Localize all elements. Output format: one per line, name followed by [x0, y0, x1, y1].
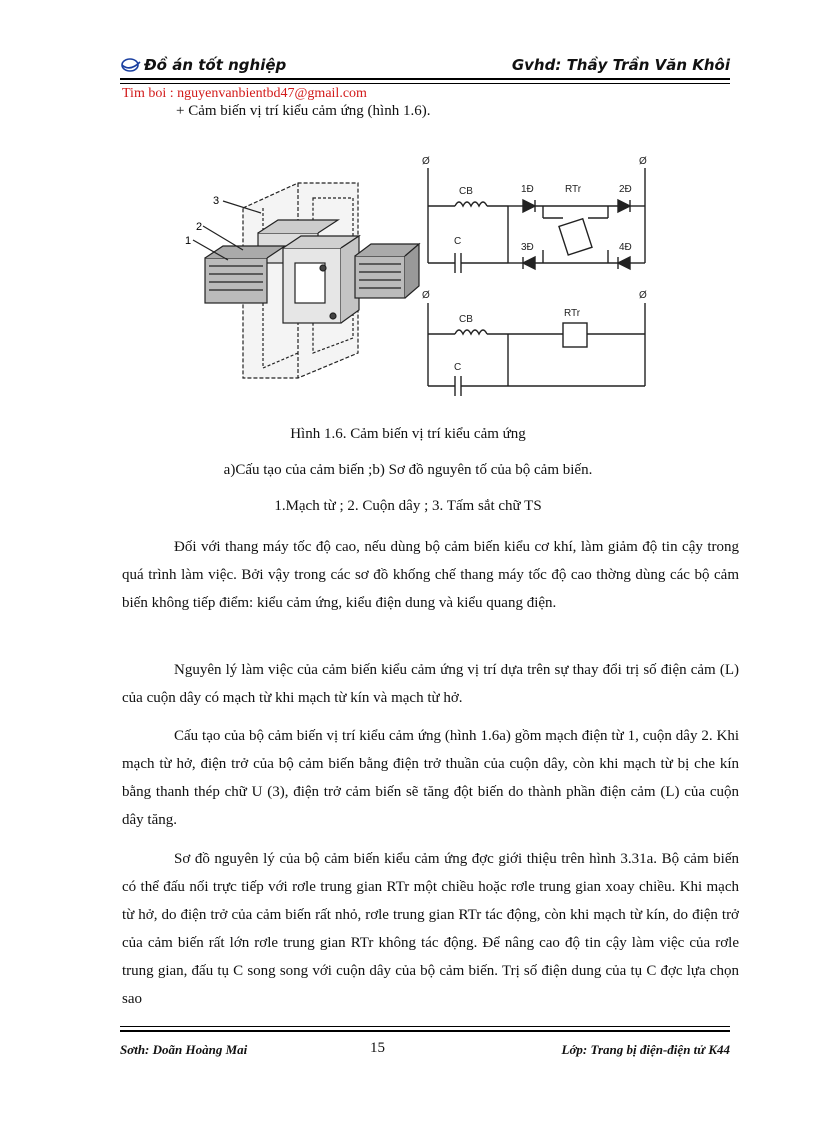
sensor-drawing [193, 183, 419, 378]
page-header [120, 52, 730, 78]
paragraph-2: Nguyên lý làm việc của cảm biến kiểu cảm ứng vị trí dựa trên sự thay đổi trị số điện cảm (L) của cuộn dây có mạch từ khi mạch từ kín và mạch từ hở. [122, 662, 739, 706]
footer-rule [120, 1030, 730, 1032]
header-left [120, 56, 286, 74]
label-2d: 2Đ [619, 184, 632, 195]
page-number: 15 [370, 1040, 385, 1056]
page-footer [120, 1040, 730, 1060]
part-label-2: 2 [196, 221, 203, 233]
label-1d: 1Đ [521, 184, 534, 195]
term-bl: Ø [422, 290, 430, 301]
label-cb: CB [459, 186, 473, 197]
header-rule-thin [120, 83, 730, 84]
figure-1-6 [183, 138, 661, 410]
paragraph-1: Đối với thang máy tốc độ cao, nếu dùng bộ cảm biến kiểu cơ khí, làm giảm độ tin cậy trong quá trình làm việc. Bởi vậy trong các sơ đồ khống chế thang máy tốc độ cao thờng dùng các bộ cảm biến không tiếp điểm: kiểu cảm ứng, kiểu điện dung và kiểu quang điện. [122, 539, 739, 611]
logo-icon [120, 56, 142, 74]
figure-caption: Hình 1.6. Cảm biến vị trí kiểu cảm ứng [290, 426, 526, 442]
part-label-1: 1 [185, 235, 192, 247]
header-advisor: Gvhd: Thầy Trần Văn Khôi [511, 56, 730, 74]
header-title: Đồ án tốt nghiệp [144, 56, 287, 74]
label-rtr: RTr [565, 184, 582, 195]
label-rtr-2: RTr [564, 308, 581, 319]
footer-rule-thin [120, 1026, 730, 1027]
figure-subcaption: a)Cấu tạo của cảm biến ;b) Sơ đồ nguyên tố của bộ cảm biến. [223, 462, 593, 478]
email-line: Tim boi : nguyenvanbientbd47@gmail.com [122, 86, 367, 101]
label-cb-2: CB [459, 314, 473, 325]
term-tl: Ø [422, 156, 430, 167]
term-br: Ø [639, 290, 647, 301]
paragraph-4: Sơ đồ nguyên lý của bộ cảm biến kiểu cảm ứng đợc giới thiệu trên hình 3.31a. Bộ cảm biến có thể đấu nối trực tiếp với rơle trung gian RTr một chiều hoặc rơle trung gian xoay chiều. Khi mạch từ hở, do điện trở của cảm biến rất nhỏ, rơle trung gian RTr tác động, còn khi mạch từ kín, do điện trở của cảm biến rất lớn rơle trung gian RTr không tác động. Để nâng cao độ tin cậy làm việc của rơle trung gian, đấu tụ C song song với cuộn dây của bộ cảm biến. Trị số điện dung của tụ C đợc lựa chọn sao [122, 851, 739, 1007]
paragraph-3: Cấu tạo của bộ cảm biến vị trí kiểu cảm ứng (hình 1.6a) gồm mạch điện từ 1, cuộn dây 2. Khi mạch từ hở, điện trở của bộ cảm biến bằng điện trở thuần của cuộn dây, còn khi mạch từ bị che kín bằng thanh thép chữ U (3), điện trở cảm biến sẽ tăng đột biến do thành phần điện cảm (L) của cuộn dây tăng. [122, 728, 739, 828]
footer-class: Lớp: Trang bị điện-điện tử K44 [561, 1042, 730, 1057]
label-c: C [454, 236, 462, 247]
intro-line: + Cảm biến vị trí kiểu cảm ứng (hình 1.6). [176, 103, 431, 119]
figure-legend: 1.Mạch từ ; 2. Cuộn dây ; 3. Tấm sắt chữ TS [274, 498, 542, 514]
label-c-2: C [454, 362, 462, 373]
term-tr: Ø [639, 156, 647, 167]
label-3d: 3Đ [521, 242, 534, 253]
header-rule [120, 78, 730, 80]
label-4d: 4Đ [619, 242, 632, 253]
footer-student: Sơth: Doãn Hoàng Mai [120, 1042, 248, 1057]
part-label-3: 3 [213, 195, 220, 207]
